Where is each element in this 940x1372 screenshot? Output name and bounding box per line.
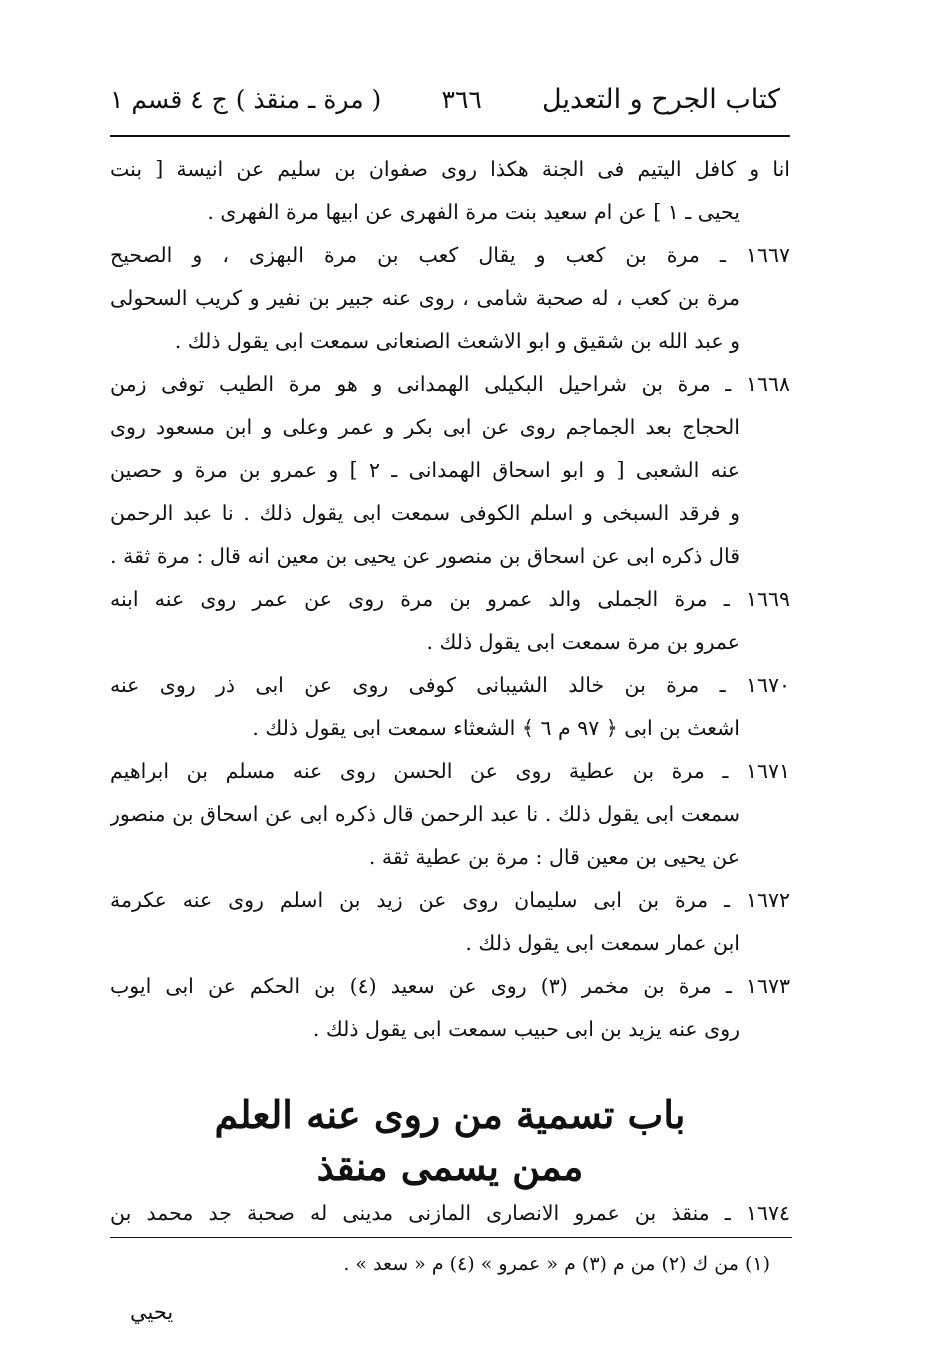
entry-1670: ١٦٧٠ ـ مرة بن خالد الشيبانى كوفى روى عن ابى ذر روى عنه — [110, 673, 790, 697]
text-line: انا و كافل اليتيم فى الجنة هكذا روى صفوان بن سليم عن انيسة [ بنت — [110, 157, 790, 181]
book-title: كتاب الجرح و التعديل — [542, 84, 780, 115]
running-header — [110, 84, 780, 128]
chapter-heading: باب تسمية من روى عنه العلم — [214, 1092, 686, 1137]
section-label: ( مرة ـ منقذ ) ج ٤ قسم ١ — [110, 85, 382, 114]
header-rule — [110, 135, 790, 137]
entry-1667: ١٦٦٧ ـ مرة بن كعب و يقال كعب بن مرة البهزى ، و الصحيح — [110, 243, 790, 267]
text-line: اشعث بن ابى ﴿ ٩٧ م ٦ ﴾ الشعثاء سمعت ابى يقول ذلك . — [252, 716, 740, 740]
text-line: ابن عمار سمعت ابى يقول ذلك . — [465, 931, 740, 955]
footnote-rule — [110, 1237, 792, 1238]
text-line: روى عنه يزيد بن ابى حبيب سمعت ابى يقول ذلك . — [312, 1017, 740, 1041]
text-line: و عبد الله بن شقيق و ابو الاشعث الصنعانى سمعت ابى يقول ذلك . — [174, 329, 740, 353]
text-line: يحيى ـ ١ ] عن ام سعيد بنت مرة الفهرى عن ابيها مرة الفهرى . — [207, 200, 740, 224]
page-number: ٣٦٦ — [441, 85, 482, 114]
text-line: مرة بن كعب ، له صحبة شامى ، روى عنه جبير بن نفير و كريب السحولى — [110, 286, 740, 310]
text-line: و فرقد السبخى و اسلم الكوفى سمعت ابى يقول ذلك . نا عبد الرحمن — [110, 501, 740, 525]
text-line: قال ذكره ابى عن اسحاق بن منصور عن يحيى بن معين انه قال : مرة ثقة . — [110, 544, 740, 568]
text-line: عنه الشعبى [ و ابو اسحاق الهمدانى ـ ٢ ] و عمرو بن مرة و حصين — [110, 458, 741, 482]
chapter-subheading: ممن يسمى منقذ — [316, 1144, 584, 1189]
text-line: الحجاج بعد الجماجم روى عن ابى بكر و عمر وعلى و ابن مسعود روى — [110, 415, 740, 439]
text-line: سمعت ابى يقول ذلك . نا عبد الرحمن قال ذكره ابى عن اسحاق بن منصور — [110, 802, 740, 826]
entry-1674: ١٦٧٤ ـ منقذ بن عمرو الانصارى المازنى مدينى له صحبة جد محمد بن — [110, 1201, 790, 1225]
entry-1669: ١٦٦٩ ـ مرة الجملى والد عمرو بن مرة روى عن عمر روى عنه ابنه — [110, 587, 790, 611]
entry-1671: ١٦٧١ ـ مرة بن عطية روى عن الحسن روى عنه مسلم بن ابراهيم — [110, 759, 790, 783]
entry-1672: ١٦٧٢ ـ مرة بن ابى سليمان روى عن زيد بن اسلم روى عنه عكرمة — [110, 888, 790, 912]
text-line: عمرو بن مرة سمعت ابى يقول ذلك . — [426, 630, 740, 654]
text-line: عن يحيى بن معين قال : مرة بن عطية ثقة . — [368, 845, 740, 869]
entry-1668: ١٦٦٨ ـ مرة بن شراحيل البكيلى الهمدانى و هو مرة الطيب توفى زمن — [110, 372, 790, 396]
body-text — [110, 148, 790, 1051]
footnote: (١) من ك (٢) من م (٣) م « عمرو » (٤) م « سعد » . — [343, 1253, 770, 1275]
entry-1673: ١٦٧٣ ـ مرة بن مخمر (٣) روى عن سعيد (٤) بن الحكم عن ابى ايوب — [110, 974, 790, 998]
catchword: يحيي — [130, 1300, 174, 1324]
